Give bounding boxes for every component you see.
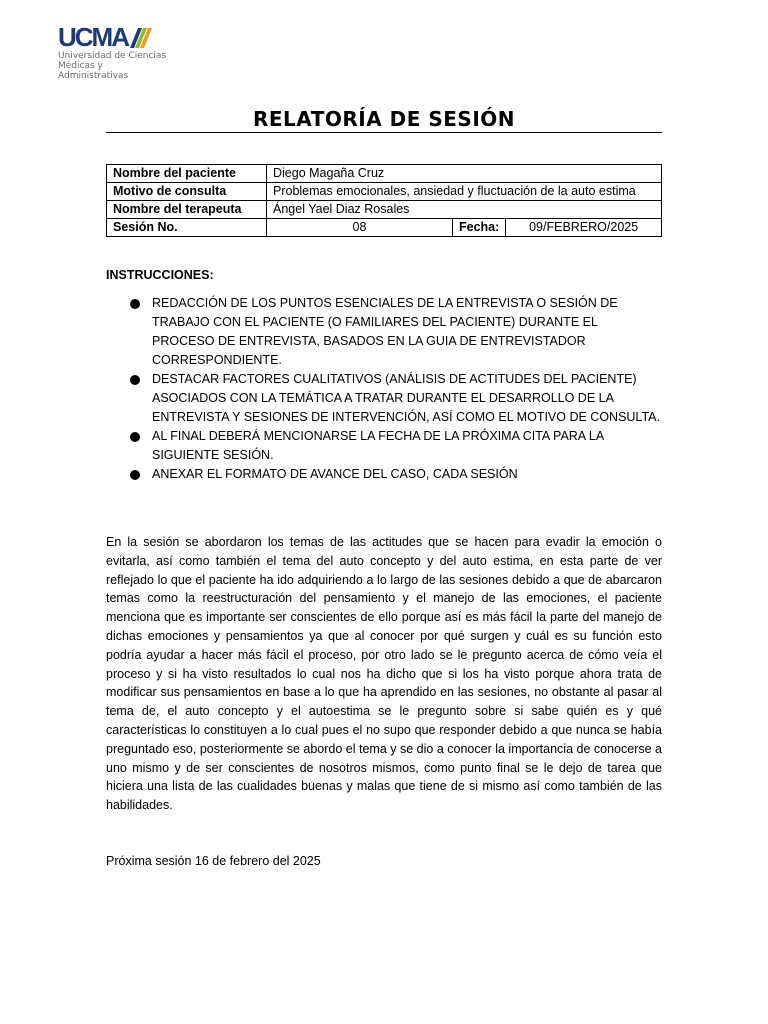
reason-label: Motivo de consulta — [107, 183, 267, 201]
logo-subtitle: Universidad de Ciencias Médicas y Administrativas — [58, 51, 167, 81]
table-row — [107, 165, 662, 183]
logo-mark — [58, 24, 168, 50]
instructions-heading: INSTRUCCIONES: — [106, 268, 214, 282]
therapist-label: Nombre del terapeuta — [107, 201, 267, 219]
bullet-icon — [130, 470, 140, 480]
instruction-text: DESTACAR FACTORES CUALITATIVOS (ANÁLISIS DE ACTITUDES DEL PACIENTE) ASOCIADOS CON LA TEMÁTICA A TRATAR DURANTE EL DESARROLLO DE LA ENTREVISTA Y SESIONES DE INTERVENCIÓN, ASÍ COMO EL MOTIVO DE CONSULTA. — [152, 372, 660, 424]
bullet-icon — [130, 299, 140, 309]
date-label: Fecha: — [453, 219, 506, 237]
logo-mark-text: UCMA — [58, 22, 128, 52]
reason-value: Problemas emocionales, ansiedad y fluctuación de la auto estima — [267, 183, 662, 201]
table-row — [107, 201, 662, 219]
table-row — [107, 219, 662, 237]
instruction-text: AL FINAL DEBERÁ MENCIONARSE LA FECHA DE LA PRÓXIMA CITA PARA LA SIGUIENTE SESIÓN. — [152, 429, 604, 462]
patient-value: Diego Magaña Cruz — [267, 165, 662, 183]
list-item — [106, 465, 662, 484]
therapist-value: Ángel Yael Diaz Rosales — [267, 201, 662, 219]
session-number-label: Sesión No. — [107, 219, 267, 237]
instructions-list — [106, 294, 662, 484]
page-title: RELATORÍA DE SESIÓN — [252, 107, 516, 131]
bullet-icon — [130, 432, 140, 442]
list-item — [106, 427, 662, 465]
university-logo — [58, 24, 168, 81]
bullet-icon — [130, 375, 140, 385]
patient-label: Nombre del paciente — [107, 165, 267, 183]
logo-stripes-icon — [130, 28, 152, 48]
session-notes-paragraph: En la sesión se abordaron los temas de las actitudes que se hacen para evadir la emoción o evitarla, así como también el tema del auto concepto y del auto estima, en esta parte de ver reflejado lo que el paciente ha ido adquiriendo a lo largo de las sesiones debido a que de abarcaron temas como la reestructuración del pensamiento y el manejo de las emociones, el paciente menciona que es importante ser conscientes de ello porque así es más fácil la parte del manejo de dichas emociones y pensamientos ya que al conocer por qué surgen y cuál es su función esto podría ayudar a hacer más fácil el proceso, por otro lado se le pregunto acerca de cómo veía el proceso y si ha visto resultados lo cual nos ha dicho que si los ha visto porque ahora trata de modificar sus pensamientos en base a lo que ha aprendido en las sesiones, no obstante al pasar al tema de, el auto concepto y el autoestima se le pregunto sobre si sabe quién es y qué características lo constituyen a lo cual pues el no supo que responder debido a que nunca se había preguntado eso, posteriormente se abordo el tema y se dio a conocer la importancia de conocerse a uno mismo y de ser conscientes de nosotros mismos, como punto final se le dejo de tarea que hiciera una lista de las cualidades buenas y malas que tiene de si mismo así como también de las habilidades. — [106, 535, 662, 813]
instruction-text: REDACCIÓN DE LOS PUNTOS ESENCIALES DE LA ENTREVISTA O SESIÓN DE TRABAJO CON EL PACIENTE (O FAMILIARES DEL PACIENTE) DURANTE EL PROCESO DE ENTREVISTA, BASADOS EN LA GUIA DE ENTREVISTADOR CORRESPONDIENTE. — [152, 296, 618, 367]
title-underline — [106, 132, 662, 133]
instruction-text: ANEXAR EL FORMATO DE AVANCE DEL CASO, CADA SESIÓN — [152, 467, 518, 481]
session-number-value: 08 — [267, 219, 453, 237]
table-row — [107, 183, 662, 201]
session-info-table — [106, 164, 662, 237]
list-item — [106, 294, 662, 370]
list-item — [106, 370, 662, 427]
next-session-date: Próxima sesión 16 de febrero del 2025 — [106, 854, 321, 868]
date-value: 09/FEBRERO/2025 — [506, 219, 662, 237]
